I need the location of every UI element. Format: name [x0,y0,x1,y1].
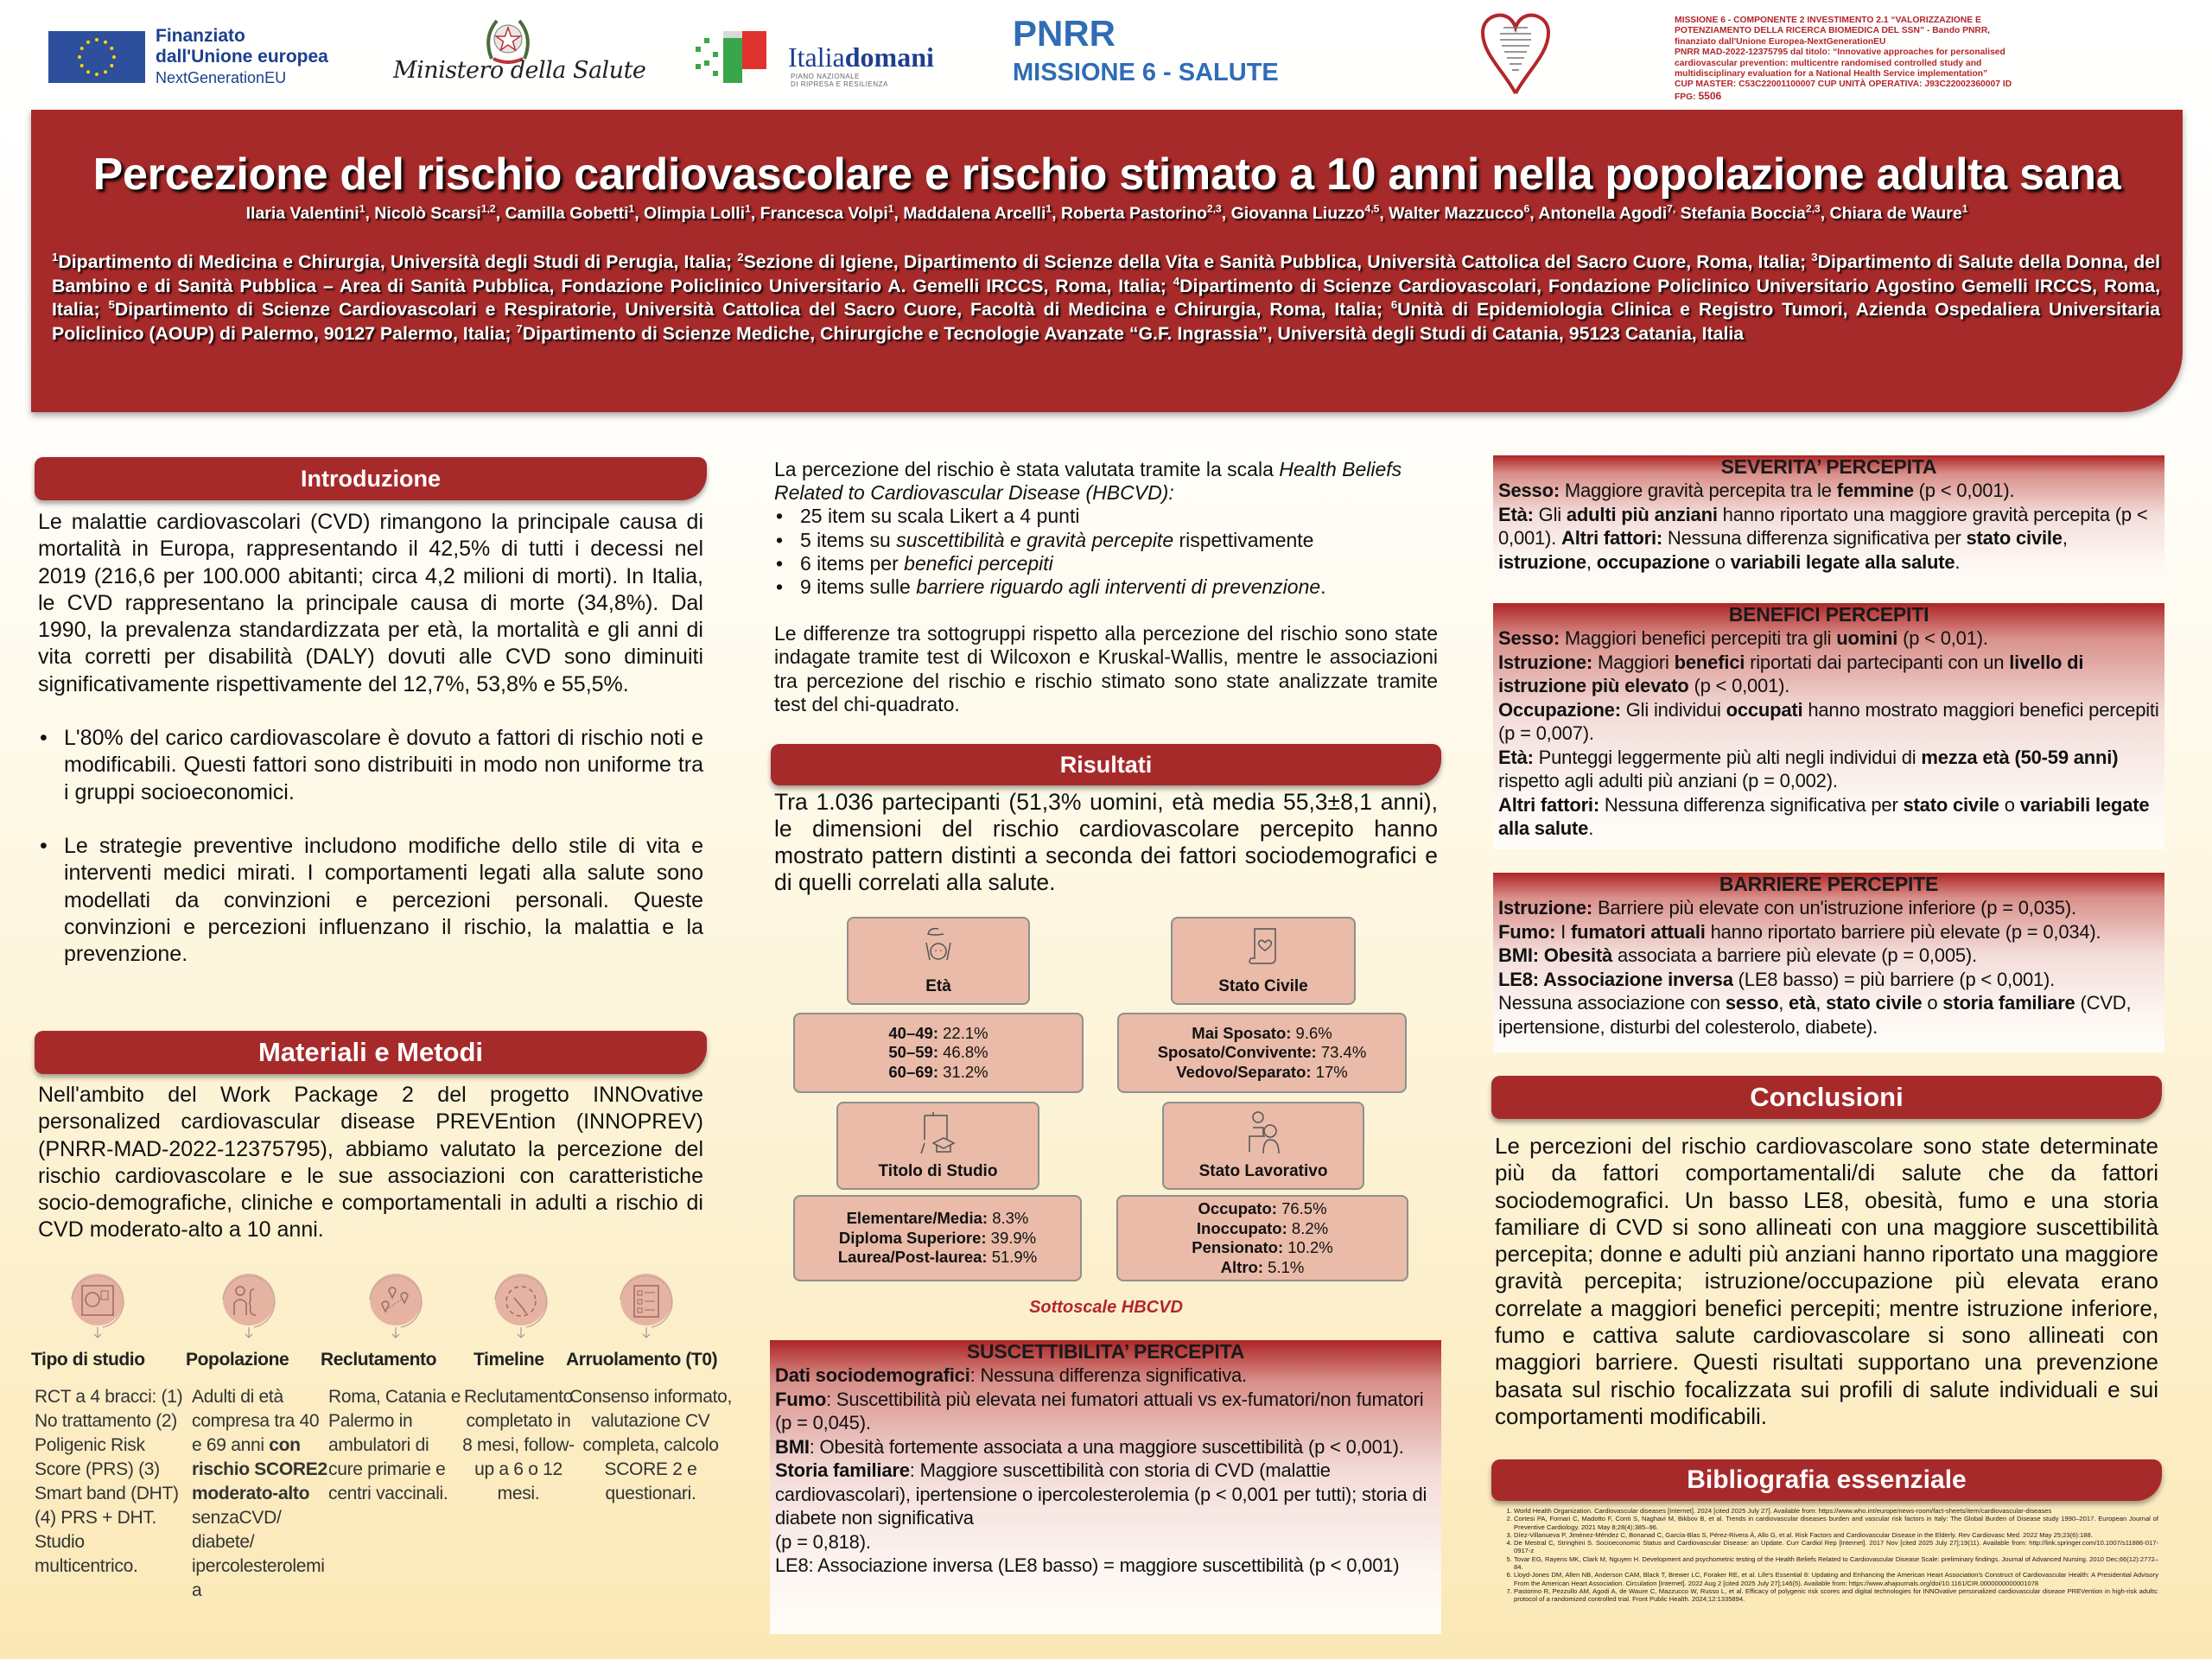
step-label: Reclutamento [321,1350,437,1370]
text-run: : Suscettibilità più elevata nei fumatori attuali vs ex-fumatori/non fumatori (p = 0,045). [775,1388,1424,1433]
value-key: Vedovo/Separato: [1176,1062,1312,1081]
value-key: Elementare/Media: [846,1209,988,1228]
text-run: , Nicolò Scarsi [365,204,481,223]
conclusions-heading: Conclusioni [1491,1076,2162,1119]
funding-line: PNRR MAD-2022-12375795 dal titolo: “Innovative approaches for personalised [1675,48,2005,58]
checklist-icon [605,1260,688,1343]
reference-item: 7. Pastorino R, Pezzullo AM, Agodi A, de Waure C, Mazzucco W, Russo L, et al. Efficacy of polygenic risk scores and digital technologies for INNOvative personalized cardiovascular disease PREVention in high-risk adults: protocol of a randomized controlled trial. Front Public Health. 2024;12:1335894. [1514,1587,2158,1604]
italiadomani-icon [694,26,780,85]
text-run: Nessuna associazione con [1498,992,1726,1014]
demographic-card-2 [1171,917,1356,1005]
eu-funding-logo-text [156,26,328,88]
text-run: hanno riportato una maggiore gravità percepita (p < 0,001). [1498,503,2148,549]
text-run: (p = 0,818). [775,1530,871,1553]
text-run: Storia familiare [775,1459,910,1481]
text-run: o [1709,550,1731,573]
fpg-line [1675,91,2020,103]
barriers-finding [1498,968,2159,992]
demographic-row [795,1209,1080,1229]
text-run: Punteggi leggermente più alti negli individui di [1533,746,1922,768]
severity-finding [1498,503,2159,575]
author-list [31,204,2183,224]
reference-item: 5. Tovar EG, Rayens MK, Clark M, Nguyen H. Development and psychometric testing of the Health Beliefs Related to Cardiovascular Disease Scale: preliminary findings. Journal of Advanced Nursing. 2010 Dec;66(12):2772–84. [1514,1555,2158,1572]
value-number: 22.1% [938,1023,988,1042]
text-run: 4,5 [1364,202,1380,215]
text-run: istruzione [1498,550,1586,573]
susceptibility-finding [775,1435,1436,1459]
text-run: (p < 0,01). [1897,627,1988,649]
text-run: 3 [1811,250,1818,264]
text-run: benefici [1674,651,1745,673]
text-run: 2 [737,250,744,264]
text-run: Altri fattori: [1498,793,1599,816]
text-run: Ilaria Valentini [245,204,359,223]
benefits-finding [1498,746,2159,793]
methods-paragraph: Nell'ambito del Work Package 2 del progetto INNOvative personalized cardiovascular disease PREVEntion (INNOPREV) (PNRR-MAD-2022-12375795), abbiamo valutato la percezione del rischio cardiovascolare e le sue associazioni con caratteristiche socio-demografiche, cliniche e comportamentali in adulti a rischio di CVD moderato-alto a 10 anni. [38,1083,703,1243]
text-run: 5 items su [800,528,897,551]
text-run: adulti più anziani [1566,503,1718,525]
barriers-finding [1498,896,2159,920]
methods-heading: Materiali e Metodi [35,1031,707,1074]
susceptibility-finding [775,1530,1436,1554]
text-run: benefici percepiti [904,551,1053,575]
map-pins-icon [354,1260,437,1343]
hbcvd-bullet [774,575,1438,599]
text-run: . [1955,550,1961,573]
child-hand-icon [904,924,973,972]
barriers-finding [1498,944,2159,968]
value-number: 10.2% [1283,1238,1333,1256]
text-run: Maggiore gravità percepita tra le [1559,480,1837,501]
hbcvd-bullet [774,529,1438,552]
eu-flag-icon [48,31,145,83]
step-text [328,1385,462,1653]
reference-item: 4. De Mestral C, Stringhini S. Socioeconomic Status and Cardiovascular Disease: an Update. Curr Cardiol Rep [Internet]. 2017 Nov [cited 2025 July 27];19(11). Available from: http://link.springer.com/10.1007/s11886-017-0917-z [1514,1539,2158,1555]
demographic-values [1117,1013,1407,1093]
benefits-finding [1498,651,2159,698]
text-run: . [1320,575,1326,599]
poster-title: Percezione del rischio cardiovascolare e rischio stimato a 10 anni nella popolazione adulta sana [92,149,2121,200]
text-run: mezza età (50-59 anni) [1921,746,2119,768]
step-text [35,1385,190,1653]
value-number: 8.2% [1287,1218,1329,1237]
susceptibility-finding [775,1363,1436,1388]
demographic-label: Stato Civile [1218,977,1308,995]
text-run: , [1815,992,1827,1014]
text-run: senzaCVD/ diabete/ ipercolesterolemia [192,1508,325,1600]
text-run: , [1586,550,1597,573]
reference-list [1502,1507,2158,1604]
text-run: barriere riguardo agli interventi di prevenzione [916,575,1321,599]
funding-line: POTENZIAMENTO DELLA RICERCA BIOMEDICA DEL SSN” - Bando PNRR, [1675,26,1991,36]
value-key: 50–59: [888,1043,938,1062]
timeline-icon [480,1260,563,1343]
text-run: (LE8 basso) = più barriere (p < 0,001). [1732,968,2056,990]
text-run: 2,3 [1805,202,1821,215]
funding-line: MISSIONE 6 - COMPONENTE 2 INVESTIMENTO 2.1 “VALORIZZAZIONE E [1675,16,1981,25]
text-run: Altri fattori: [1561,527,1662,549]
step-text [461,1385,575,1653]
demographic-card-1 [847,917,1030,1005]
italia-word: Italia [788,41,845,73]
intro-heading: Introduzione [35,457,707,500]
text-run: Gli [1533,503,1567,525]
hbcvd-bullets [774,505,1438,599]
text-run: Maggiori [1592,651,1675,673]
text-run: LE8: Associazione inversa (LE8 basso) = maggiore suscettibilità (p < 0,001) [775,1554,1400,1576]
intro-bullet: • Le strategie preventive includono modifiche dello stile di vita e interventi medici mirati. I comportamenti legati alla salute sono modellati da convinzioni e percezioni personali. Queste convinzioni e percezioni influenzano il rischio, la malattia e la prevenzione. [38,833,703,968]
intro-bullet: • L'80% del carico cardiovascolare è dovuto a fattori di rischio noti e modificabili. Questi fattori sono distribuiti in modo non uniforme tra i gruppi socioeconomici. [38,725,703,806]
results-heading: Risultati [771,744,1441,785]
step-text [569,1385,733,1653]
text-run: o [1999,793,2020,816]
demographic-row [1119,1043,1405,1063]
text-run: : Nessuna differenza significativa. [969,1364,1247,1386]
text-run: sesso [1725,992,1779,1014]
funding-statement [1675,16,2020,103]
text-run: 2,3 [1206,202,1222,215]
text-run: hanno riportato barriere più elevate (p = 0,034). [1705,920,2101,943]
text-run: Adulti di età compresa tra 40 e 69 anni [192,1387,320,1455]
barriers-box [1493,873,2164,1052]
text-run: stato civile [1966,527,2063,549]
susceptibility-title: SUSCETTIBILITA’ PERCEPITA [966,1340,1245,1363]
text-run: Istruzione: [1498,651,1593,673]
text-run: BMI: Obesità [1498,944,1613,966]
affiliations [52,251,2160,346]
reference-item: 3. Díez-Villanueva P, Jiménez-Méndez C, Bonanad C, García-Blas S, Pérez-Rivera Á, Allo G, et al. Risk Factors and Cardiovascular Disease in the Elderly. Rev Cardiovasc Med. 2022 May 25;23(6):188. [1514,1531,2158,1539]
text-run: Sesso: [1498,627,1560,649]
text-run: 7, [1667,202,1676,215]
hbcvd-bullet [774,552,1438,575]
italiadomani-subtitle [791,73,888,88]
hbcvd-intro [774,458,1438,505]
text-run: Sezione di Igiene, Dipartimento di Scienze della Vita e Sanità Pubblica, Università Cattolica del Sacro Cuore, Roma, Italia; [743,251,1812,272]
text-run: Health Beliefs Related to Cardiovascular Disease (HBCVD): [774,458,1402,505]
text-run: 1 [359,202,365,215]
demographic-label: Titolo di Studio [878,1162,998,1180]
text-run: 6 [1390,298,1398,312]
value-key: Diploma Superiore: [838,1228,987,1247]
funding-line: CUP MASTER: C53C22001100007 CUP UNITÀ OPERATIVA: J93C22002360007 ID [1675,79,2012,90]
text-run: occupati [1726,698,1803,721]
benefits-finding [1498,793,2159,841]
hbcvd-section [774,458,1438,716]
text-run: storia familiare [1942,992,2075,1014]
fpg-value: 5506 [1698,89,1722,102]
susceptibility-finding [775,1388,1436,1435]
text-run: , [1778,992,1789,1014]
demographic-row [795,1024,1082,1044]
text-run: , Olimpia Lolli [634,204,746,223]
eu-line1: Finanziato [156,26,245,46]
text-run: 1 [1046,202,1052,215]
text-run: , Camilla Gobetti [495,204,629,223]
benefits-finding [1498,698,2159,746]
text-run: Nessuna differenza significativa per [1599,793,1904,816]
text-run: 6 items per [800,551,905,575]
text-run: fumatori attuali [1570,920,1706,943]
text-run: (p < 0,001). [1688,675,1790,696]
text-run: 7 [516,322,523,336]
value-key: Pensionato: [1192,1238,1284,1256]
reference-item: 2. Cortesi PA, Fornari C, Madotto F, Conti S, Naghavi M, Bikbov B, et al. Trends in cardiovascular diseases burden and vascular risk factors in Italy: The Global Burden of Disease study 1990–2017. European Journal of Preventive Cardiology. 2021 May 8;28(4):385–96. [1514,1515,2158,1531]
results-paragraph: Tra 1.036 partecipanti (51,3% uomini, età media 55,3±8,1 anni), le dimensioni del rischio cardiovascolare percepito hanno mostrato pattern distinti a seconda dei fattori sociodemografici e di quelli correlati alla salute. [774,789,1438,895]
text-run: variabili legate alla salute [1730,550,1955,573]
severity-title: SEVERITA’ PERCEPITA [1720,455,1937,478]
eu-line2: dall'Unione europea [156,47,328,67]
benefits-title: BENEFICI PERCEPITI [1728,603,1929,626]
text-run: RCT a 4 bracci: (1) No trattamento (2) Poligenic Risk Score (PRS) (3) Smart band (DHT) (4) PRS + DHT. Studio multicentrico. [35,1387,183,1576]
pnrr-logo [1013,12,1279,88]
text-run: 1,2 [480,202,496,215]
text-run: variabili legate alla salute [1498,793,2150,839]
demographic-row [1118,1219,1407,1239]
step-label: Arruolamento (T0) [566,1350,718,1370]
text-run: stato civile [1903,793,1999,816]
text-run: rispettivamente [1173,528,1314,551]
intro-paragraph: Le malattie cardiovascolari (CVD) rimangono la principale causa di mortalità in Europa, rappresentando il 42,5% di tutti i decessi nel 2019 (216,6 per 100.000 abitanti; circa 4,2 milioni di morti). In Italia, le CVD rappresentano la principale causa di morte (34,8%). Dal 1990, la prevalenza standardizzata per età, la mortalità e gli anni di vita corretti per disabilità (DALY) dovuti alle CVD sono diminuiti significativamente rispettivamente del 12,7%, 53,8% e 55,5%. [38,510,703,696]
value-number: 73.4% [1316,1043,1367,1062]
eu-line3: NextGenerationEU [156,69,287,86]
text-run: Dipartimento di Scienze Cardiovascolari e Respiratorie, Università Cattolica del Sacro Cuore, Facoltà di Medicina e Chirurgia, Roma, Italia; [114,299,1391,321]
conclusions-paragraph: Le percezioni del rischio cardiovascolare sono state determinate più da fattori comportamentali/di salute che da fattori sociodemografici. Un basso LE8, obesità, fumo e una storia familiare di CVD si sono allineati con una maggiore suscettibilità percepita; donne e adulti più anziani hanno riportato una maggiore gravità percepita; istruzione/occupazione più elevata erano correlate a maggiori benefici percepiti; mentre istruzione inferiore, fumo e cattiva salute cardiovascolare si sono allineati con maggiori barriere. Questi risultati supportano una prevenzione basata sul rischio focalizzata sui profili di salute individuali e sui comportamenti modificabili. [1495,1133,2158,1429]
text-run: rispetto agli adulti più anziani (p = 0,002). [1498,770,1838,791]
value-key: 60–69: [888,1062,938,1081]
susceptibility-finding [775,1554,1436,1578]
infographic-caption: Sottoscale HBCVD [1029,1298,1183,1317]
text-run: 25 item su scala Likert a 4 punti [800,505,1080,528]
demographic-row [795,1229,1080,1249]
text-run: 4 [1173,274,1180,288]
value-key: Sposato/Convivente: [1157,1043,1317,1062]
demographic-row [1119,1063,1405,1083]
demographic-label: Età [925,977,951,995]
text-run: . [1588,817,1594,839]
domani-word: domani [844,41,934,73]
severity-box [1493,455,2164,587]
text-run: stato civile [1826,992,1923,1014]
demographic-row [795,1248,1080,1268]
value-key: 40–49: [888,1023,938,1042]
text-run: , Francesca Volpi [750,204,888,223]
value-key: Mai Sposato: [1192,1023,1292,1042]
text-run: Età: [1498,746,1534,768]
value-number: 46.8% [938,1043,988,1062]
demographic-label: Stato Lavorativo [1198,1162,1328,1180]
study-design-icon [56,1260,139,1343]
demographic-row [1118,1258,1407,1278]
value-number: 8.3% [988,1209,1029,1228]
barriers-title: BARRIERE PERCEPITE [1719,873,1939,895]
text-run: Maggiori benefici percepiti tra gli [1559,627,1837,649]
text-run: 5 [108,298,115,312]
text-run: 1 [52,250,59,264]
text-run: età [1789,992,1816,1014]
ministero-logo-text: Ministero della Salute [393,57,646,84]
text-run: Fumo: [1498,920,1556,943]
text-run: uomini [1836,627,1898,649]
ita-sub2: DI RIPRESA E RESILIENZA [791,80,888,88]
value-number: 17% [1311,1062,1348,1081]
text-run: : Obesità fortemente associata a una maggiore suscettibilità (p < 0,001). [809,1435,1404,1458]
text-run: 9 items sulle [800,575,917,599]
text-run: Dati sociodemografici [775,1364,970,1386]
heart-dna-icon [1478,10,1554,97]
step-label: Timeline [474,1350,544,1370]
bibliography-heading: Bibliografia essenziale [1491,1459,2162,1501]
text-run: Istruzione: [1498,897,1593,918]
text-run: BMI [775,1435,810,1458]
text-run: Dipartimento di Medicina e Chirurgia, Università degli Studi di Perugia, Italia; [58,251,738,272]
susceptibility-box [770,1340,1441,1634]
intro-bullets [38,725,703,968]
demographic-values [793,1195,1082,1281]
value-key: Occupato: [1198,1199,1277,1217]
demographic-values [1116,1195,1408,1281]
text-run: o [1922,992,1943,1014]
text-run: Roma, Catania e Palermo in ambulatori di cure primarie e centri vaccinali. [328,1387,461,1503]
italiadomani-logo-text [788,41,934,73]
barriers-finding [1498,991,2159,1039]
text-run: livello di istruzione più elevato [1498,651,2084,696]
population-icon [207,1260,290,1343]
value-number: 39.9% [986,1228,1037,1247]
pnrr-line2: MISSIONE 6 - SALUTE [1013,59,1279,86]
ita-sub1: PIANO NAZIONALE [791,73,860,80]
demographic-card-3 [836,1102,1039,1190]
text-run: , Roberta Pastorino [1052,204,1207,223]
text-run: 1 [887,202,894,215]
text-run: Occupazione: [1498,698,1621,721]
text-run: , Maddalena Arcelli [893,204,1046,223]
funding-line: multidisciplinary evaluation for a National Health Service implementation” [1675,69,1988,79]
text-run: Gli individui [1620,698,1726,721]
marriage-scroll-icon [1229,924,1298,972]
text-run: I [1555,920,1571,943]
text-run: suscettibilità e gravità percepite [896,528,1174,551]
text-run: occupazione [1596,550,1710,573]
text-run: Fumo [775,1388,827,1410]
intro-section [38,509,703,968]
reference-item: 1. World Health Organization. Cardiovascular diseases [Internet]. 2024 [cited 2025 July 27]. Available from: https://www.who.int/europe/news-room/fact-sheets/item/cardiovascular-diseases [1514,1507,2158,1515]
text-run: 6 [1523,202,1530,215]
text-run: , Giovanna Liuzzo [1221,204,1365,223]
value-key: Laurea/Post-laurea: [837,1248,988,1267]
text-run: Stefania Boccia [1675,204,1806,223]
demographic-row [1118,1238,1407,1258]
text-run: La percezione del rischio è stata valutata tramite la scala [774,458,1280,480]
funding-line: finanziato dall'Unione Europea-NextGenerationEU [1675,36,1886,47]
graduation-icon [904,1109,973,1157]
text-run: Sesso: [1498,480,1560,501]
text-run: , Chiara de Waure [1820,204,1962,223]
value-key: Inoccupato: [1196,1218,1287,1237]
benefits-box [1493,603,2164,849]
text-run: con rischio SCORE2 moderato-alto [192,1435,327,1503]
text-run: , Antonella Agodi [1529,204,1668,223]
text-run: femmine [1836,480,1914,501]
pnrr-line1: PNRR [1013,13,1116,54]
fpg-label: FPG: [1675,92,1699,102]
step-label: Tipo di studio [31,1350,145,1370]
step-label: Popolazione [186,1350,289,1370]
statistics-paragraph: Le differenze tra sottogruppi rispetto alla percezione del rischio sono state indagate tramite test di Wilcoxon e Kruskal-Wallis, mentre le associazioni tra percezione del rischio e rischio stimato sono state analizzate tramite test del chi-quadrato. [774,622,1438,715]
text-run: : Maggiore suscettibilità con storia di CVD (malattie cardiovascolari), ipertensione o ipercolesterolemia (p < 0,001 per tutti); storia di diabete non significativa [775,1459,1427,1529]
text-run: Dipartimento di Salute della Donna, del Bambino e di Sanità Pubblica – Area di Sanità Pubblica, Fondazione Policlinico Universitario A. Gemelli IRCCS, Roma, Italia; [52,251,2160,296]
demographic-row [1119,1024,1405,1044]
demographic-row [795,1063,1082,1083]
text-run: Consenso informato, valutazione CV completa, calcolo SCORE 2 e questionari. [569,1387,733,1503]
value-number: 31.2% [938,1062,988,1081]
hbcvd-bullet [774,505,1438,528]
reference-item: 6. Lloyd-Jones DM, Allen NB, Anderson CAM, Black T, Brewer LC, Foraker RE, et al. Life's Essential 8: Updating and Enhancing the American Heart Association's Construct of Cardiovascular Health: A Presidential Advisory From the American Heart Association. Circulation [Internet]. 2022 Aug 2 [cited 2025 July 27];146(5). Available from: https://www.ahajournals.org/doi/10.1161/CIR.0000000000001078 [1514,1571,2158,1587]
text-run: associata a barriere più elevate (p = 0,005). [1612,944,1977,966]
text-run: hanno mostrato maggiori benefici percepiti (p = 0,007). [1498,698,2159,744]
text-run: LE8: Associazione inversa [1498,968,1733,990]
step-text [192,1385,330,1653]
susceptibility-finding [775,1459,1436,1530]
text-run: Dipartimento di Scienze Mediche, Chirurgiche e Tecnologie Avanzate “G.F. Ingrassia”, Università degli Studi di Catania, 95123 Catania, Italia [522,323,1745,345]
text-run: riportati dai partecipanti con un [1745,651,2010,673]
workers-icon [1229,1109,1298,1157]
text-run: 1 [1961,202,1968,215]
text-run: 1 [745,202,751,215]
text-run: , Walter Mazzucco [1379,204,1524,223]
value-number: 51.9% [987,1248,1038,1267]
text-run: Unità di Epidemiologia Clinica e Registro Tumori, Azienda Ospedaliera Universitaria Policlinico (AOUP) di Palermo, 90127 Palermo, Italia; [52,299,2160,345]
demographic-row [1118,1199,1407,1219]
severity-finding [1498,479,2159,503]
value-key: Altro: [1220,1257,1263,1276]
text-run: (p < 0,001). [1913,480,2015,501]
value-number: 9.6% [1291,1023,1332,1042]
demographic-values [793,1013,1084,1093]
text-run: Nessuna differenza significativa per [1662,527,1967,549]
funding-line: cardiovascular prevention: multicentre randomised controlled study and [1675,58,1982,68]
barriers-finding [1498,920,2159,944]
text-run: (CVD, ipertensione, disturbi del colesterolo, diabete). [1498,992,2132,1038]
text-run: Reclutamento completato in 8 mesi, follow-up a 6 o 12 mesi. [462,1387,575,1503]
demographic-row [795,1043,1082,1063]
value-number: 76.5% [1276,1199,1327,1217]
benefits-finding [1498,626,2159,651]
value-number: 5.1% [1263,1257,1305,1276]
demographic-card-4 [1162,1102,1364,1190]
text-run: , [2062,527,2068,549]
text-run: Età: [1498,503,1534,525]
text-run: Dipartimento di Scienze Cardiovascolari, Fondazione Policlinico Universitario Agostino Gemelli IRCCS, Roma, Italia; [52,275,2161,321]
text-run: Barriere più elevate con un'istruzione inferiore (p = 0,035). [1592,897,2076,918]
text-run: 1 [628,202,635,215]
